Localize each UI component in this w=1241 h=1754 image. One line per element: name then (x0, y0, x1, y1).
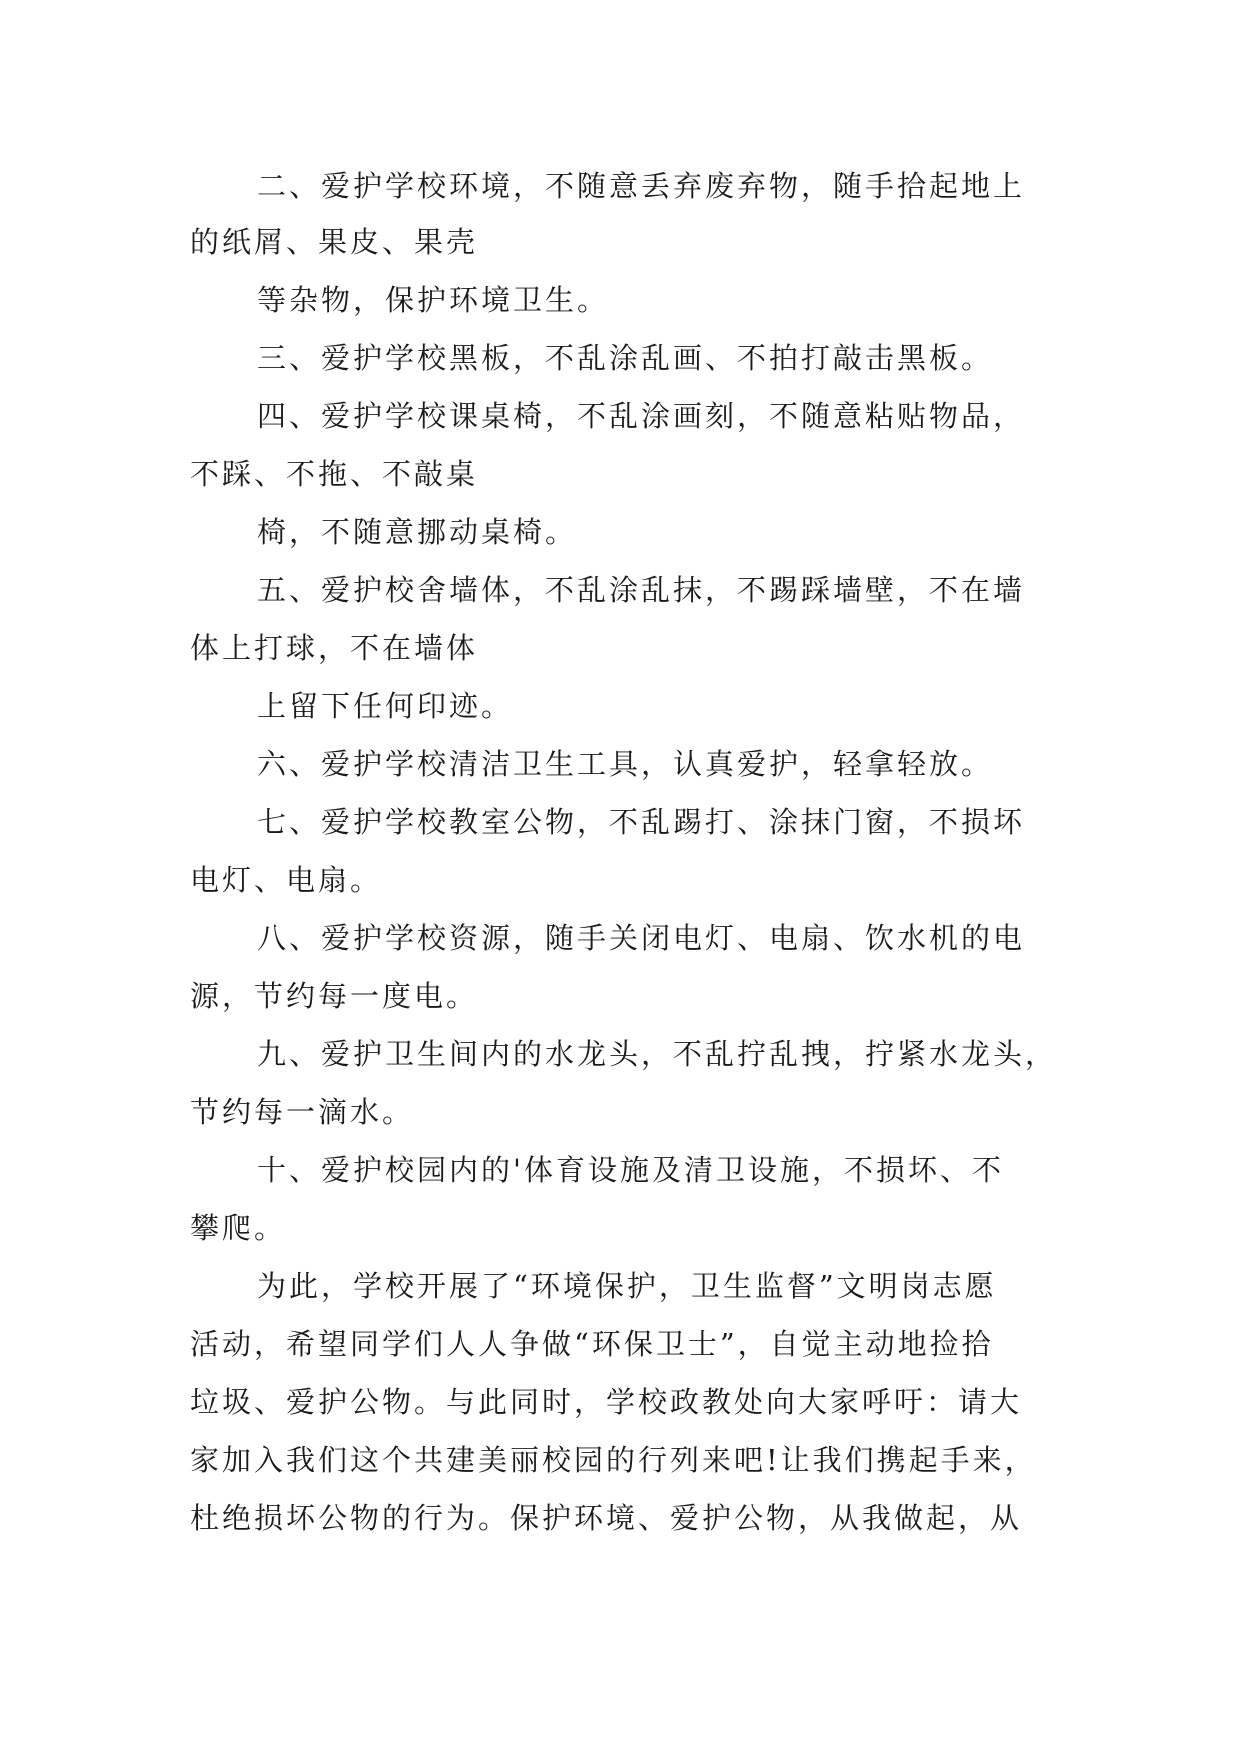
text-line: 家加入我们这个共建美丽校园的行列来吧!让我们携起手来， (190, 1443, 1037, 1477)
text-line: 二、爱护学校环境，不随意丢弃废弃物，随手拾起地上 (257, 169, 1026, 203)
text-line: 三、爱护学校黑板，不乱涂乱画、不拍打敲击黑板。 (257, 341, 994, 375)
text-line: 七、爱护学校教室公物，不乱踢打、涂抹门窗，不损坏 (257, 805, 1026, 839)
text-line: 源，节约每一度电。 (190, 979, 479, 1013)
text-line: 十、爱护校园内的'体育设施及清卫设施，不损坏、不 (257, 1153, 1004, 1187)
text-line: 为此，学校开展了“环境保护，卫生监督”文明岗志愿 (257, 1269, 997, 1303)
text-line: 节约每一滴水。 (190, 1095, 415, 1129)
text-line: 上留下任何印迹。 (257, 689, 514, 723)
text-line: 四、爱护学校课桌椅，不乱涂画刻，不随意粘贴物品， (257, 399, 1026, 433)
text-line: 不踩、不拖、不敲桌 (190, 457, 479, 491)
text-line: 等杂物，保护环境卫生。 (257, 283, 610, 317)
text-line: 六、爱护学校清洁卫生工具，认真爱护，轻拿轻放。 (257, 747, 994, 781)
text-line: 的纸屑、果皮、果壳 (190, 225, 479, 259)
text-line: 活动，希望同学们人人争做“环保卫士”，自觉主动地捡拾 (190, 1327, 994, 1361)
text-line: 体上打球，不在墙体 (190, 631, 479, 665)
text-line: 九、爱护卫生间内的水龙头，不乱拧乱拽，拧紧水龙头， (257, 1037, 1058, 1071)
text-line: 八、爱护学校资源，随手关闭电灯、电扇、饮水机的电 (257, 921, 1026, 955)
text-line: 垃圾、爱护公物。与此同时，学校政教处向大家呼吁：请大 (190, 1385, 1023, 1419)
text-line: 杜绝损坏公物的行为。保护环境、爱护公物，从我做起，从 (190, 1501, 1023, 1535)
text-line: 椅，不随意挪动桌椅。 (257, 515, 578, 549)
text-line: 电灯、电扇。 (190, 863, 383, 897)
text-line: 攀爬。 (190, 1211, 287, 1245)
text-line: 五、爱护校舍墙体，不乱涂乱抹，不踢踩墙壁，不在墙 (257, 573, 1026, 607)
